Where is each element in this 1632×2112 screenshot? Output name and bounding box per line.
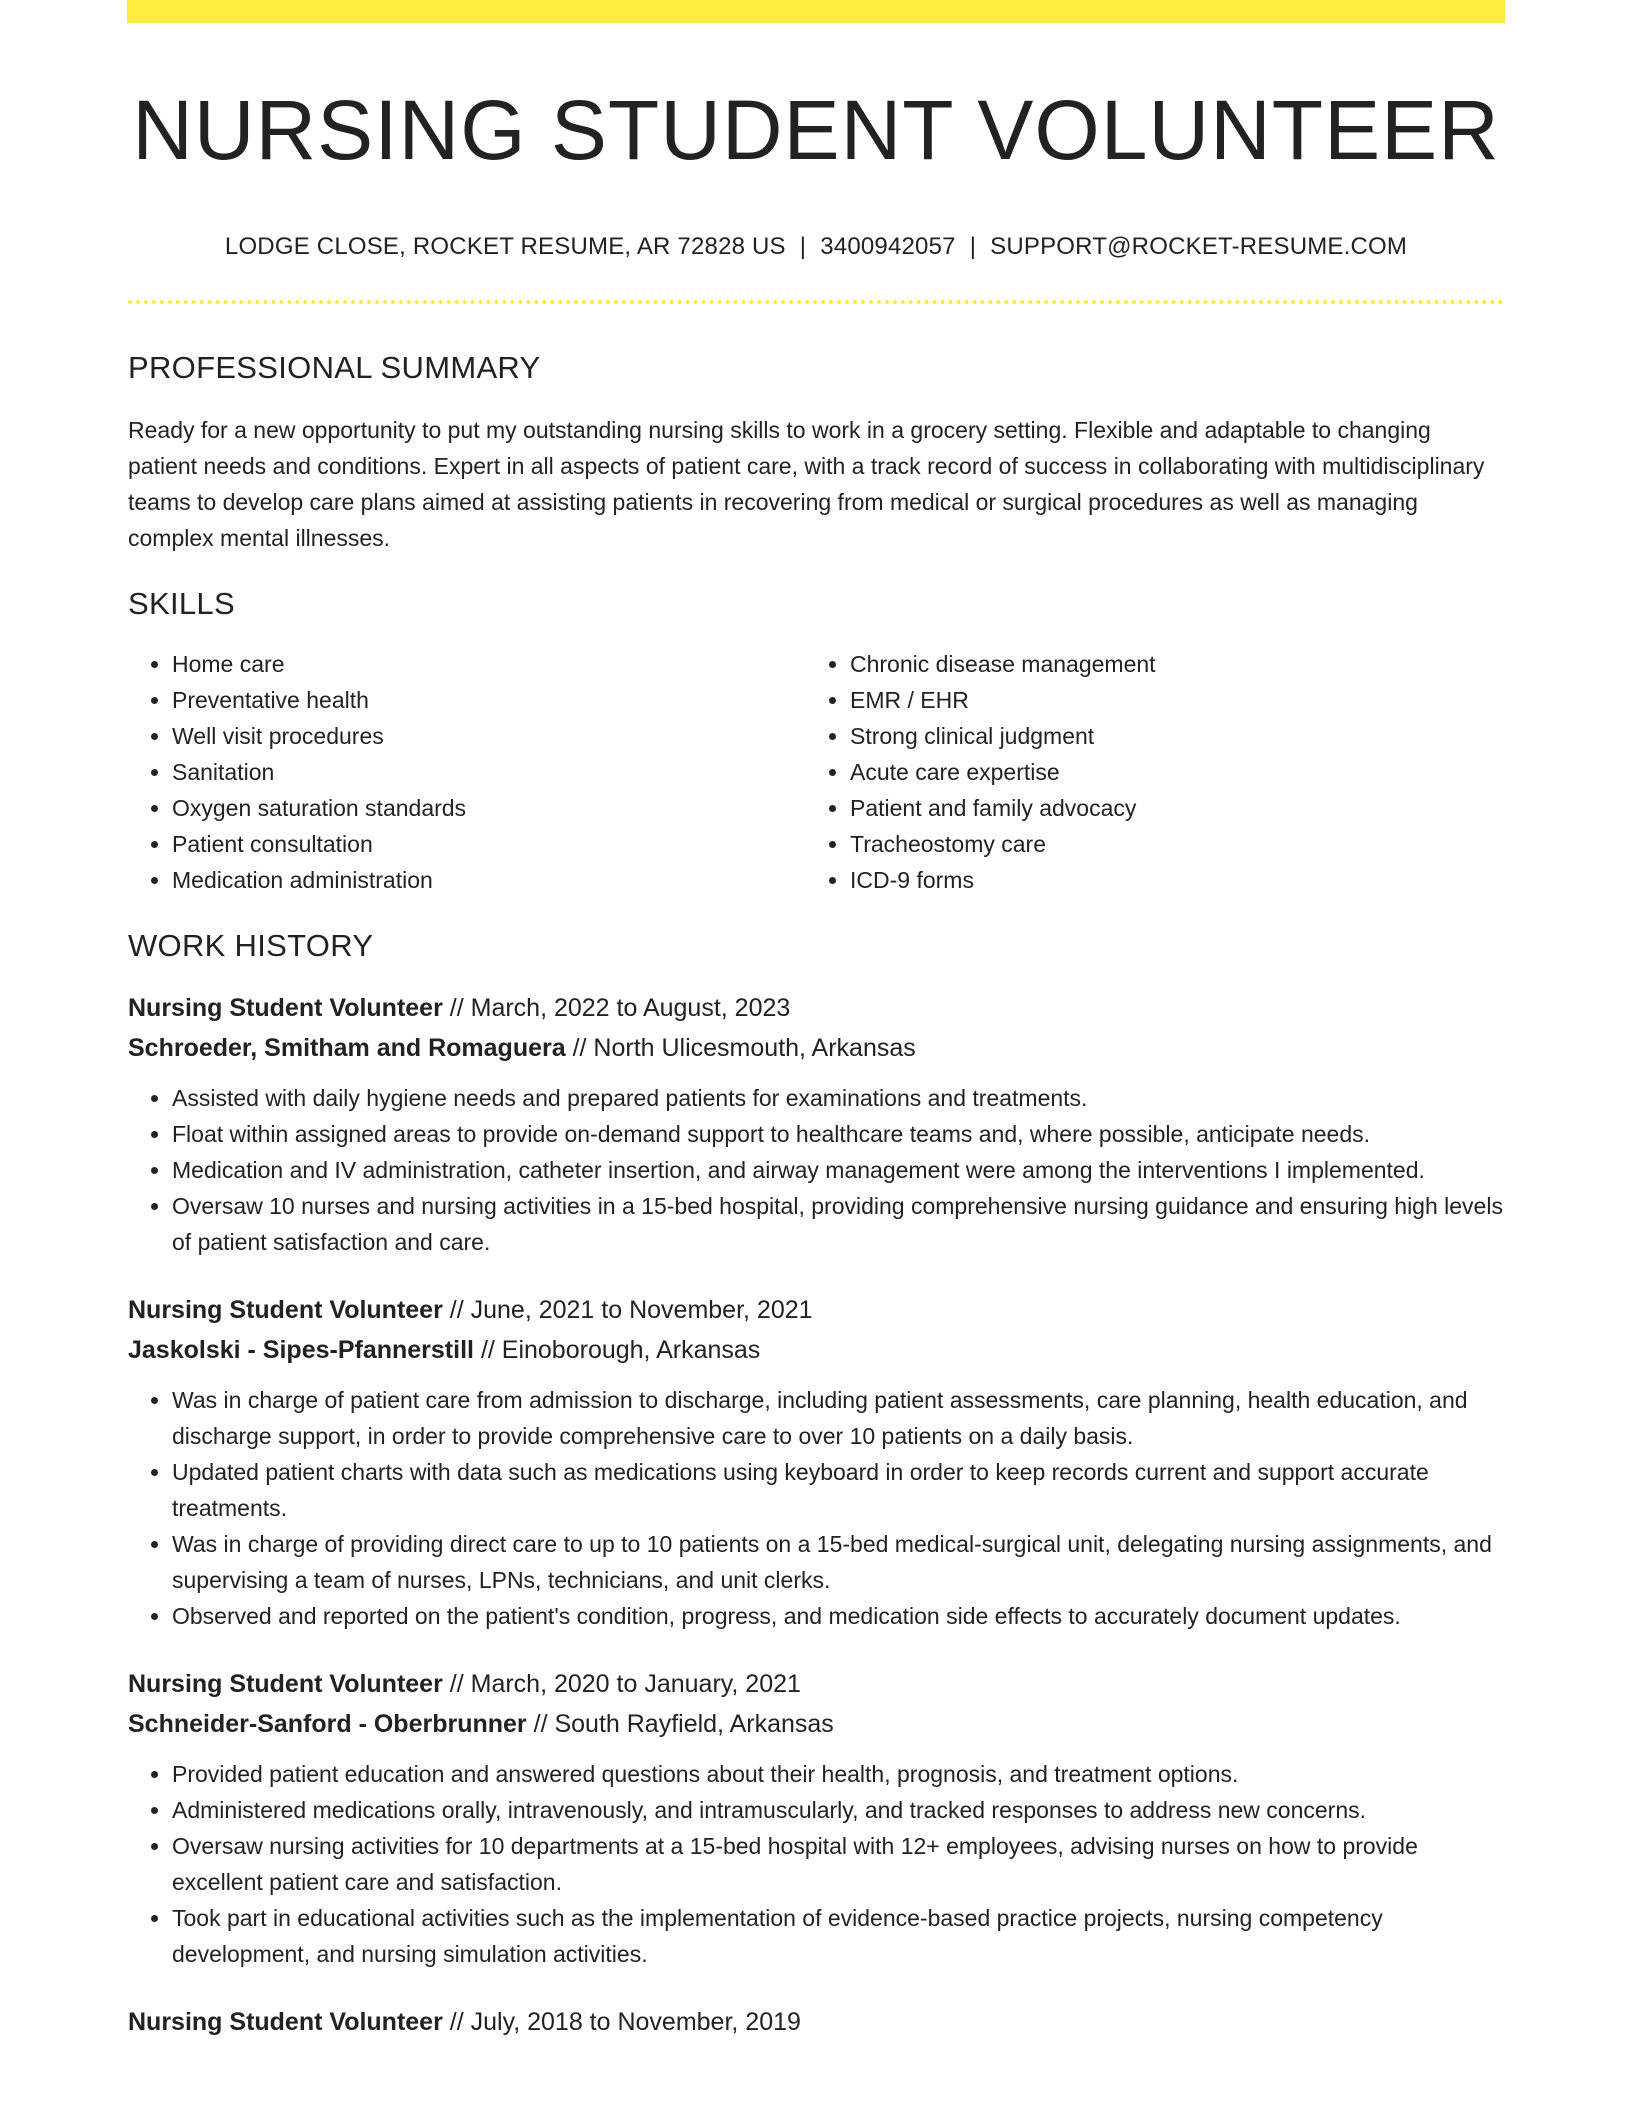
skill-item: • EMR / EHR [850, 682, 1484, 718]
job-company-line [128, 1704, 1504, 1744]
skill-item: • ICD-9 forms [850, 862, 1484, 898]
job-company-line [128, 1330, 1504, 1370]
job-role: Nursing Student Volunteer [128, 1296, 443, 1324]
skills-columns [128, 646, 1504, 898]
job-entry [128, 988, 1504, 1260]
job-bullet: • Was in charge of patient care from admission to discharge, including patient assessments, care planning, health education, and discharge support, in order to provide comprehensive care to over 10 patients on a daily basis. [172, 1382, 1504, 1454]
job-title-line [128, 988, 1504, 1028]
skill-item: • Oxygen saturation standards [172, 790, 806, 826]
job-role: Nursing Student Volunteer [128, 994, 443, 1022]
job-company-line [128, 1028, 1504, 1068]
job-bullet: • Was in charge of providing direct care to up to 10 patients on a 15-bed medical-surgical unit, delegating nursing assignments, and supervising a team of nurses, LPNs, technicians, and unit clerks. [172, 1526, 1504, 1598]
job-bullet: • Administered medications orally, intravenously, and intramuscularly, and tracked responses to address new concerns. [172, 1792, 1504, 1828]
skill-item: • Sanitation [172, 754, 806, 790]
job-bullet: • Oversaw 10 nurses and nursing activities in a 15-bed hospital, providing comprehensive nursing guidance and ensuring high levels of patient satisfaction and care. [172, 1188, 1504, 1260]
phone: 3400942057 [820, 233, 956, 260]
job-bullet: • Oversaw nursing activities for 10 departments at a 15-bed hospital with 12+ employees, advising nurses on how to provide excellent patient care and satisfaction. [172, 1828, 1504, 1900]
job-company: Jaskolski - Sipes-Pfannerstill [128, 1336, 474, 1364]
job-dates: // June, 2021 to November, 2021 [449, 1296, 813, 1324]
job-bullets [128, 1756, 1504, 1972]
job-dates: // March, 2022 to August, 2023 [449, 994, 791, 1022]
skill-item: • Chronic disease management [850, 646, 1484, 682]
job-entry [128, 2002, 1504, 2042]
job-role: Nursing Student Volunteer [128, 1670, 443, 1698]
work-history-heading: WORK HISTORY [128, 928, 374, 963]
job-location: // Einoborough, Arkansas [480, 1336, 761, 1364]
summary-heading: PROFESSIONAL SUMMARY [128, 350, 541, 385]
job-dates: // July, 2018 to November, 2019 [449, 2008, 801, 2036]
job-role: Nursing Student Volunteer [128, 2008, 443, 2036]
skills-list-right [806, 646, 1484, 898]
job-bullet: • Medication and IV administration, catheter insertion, and airway management were among the interventions I implemented. [172, 1152, 1504, 1188]
job-company: Schneider-Sanford - Oberbrunner [128, 1710, 527, 1738]
skill-item: • Well visit procedures [172, 718, 806, 754]
job-dates: // March, 2020 to January, 2021 [449, 1670, 801, 1698]
contact-separator: | [969, 233, 977, 260]
job-bullet: • Float within assigned areas to provide on-demand support to healthcare teams and, where possible, anticipate needs. [172, 1116, 1504, 1152]
job-entry [128, 1290, 1504, 1634]
skill-item: • Patient consultation [172, 826, 806, 862]
email: SUPPORT@ROCKET-RESUME.COM [990, 233, 1408, 260]
job-location: // North Ulicesmouth, Arkansas [572, 1034, 916, 1062]
job-location: // South Rayfield, Arkansas [533, 1710, 834, 1738]
job-title-line [128, 1664, 1504, 1704]
job-company: Schroeder, Smitham and Romaguera [128, 1034, 566, 1062]
job-bullets [128, 1080, 1504, 1260]
job-entry [128, 1664, 1504, 1972]
contact-separator: | [799, 233, 807, 260]
job-bullet: • Updated patient charts with data such as medications using keyboard in order to keep records current and support accurate treatments. [172, 1454, 1504, 1526]
skills-heading: SKILLS [128, 586, 235, 621]
skill-item: • Medication administration [172, 862, 806, 898]
skill-item: • Home care [172, 646, 806, 682]
address: LODGE CLOSE, ROCKET RESUME, AR 72828 US [224, 233, 786, 260]
skill-item: • Patient and family advocacy [850, 790, 1484, 826]
skill-item: • Preventative health [172, 682, 806, 718]
resume-content [128, 0, 1504, 2042]
job-bullet: • Assisted with daily hygiene needs and prepared patients for examinations and treatments. [172, 1080, 1504, 1116]
job-bullets [128, 1382, 1504, 1634]
candidate-name: NURSING STUDENT VOLUNTEER [132, 83, 1500, 177]
dotted-divider [128, 300, 1504, 304]
skill-item: • Acute care expertise [850, 754, 1484, 790]
skill-item: • Strong clinical judgment [850, 718, 1484, 754]
job-bullet: • Observed and reported on the patient's condition, progress, and medication side effects to accurately document updates. [172, 1598, 1504, 1634]
skills-list-left [128, 646, 806, 898]
job-title-line [128, 1290, 1504, 1330]
job-title-line [128, 2002, 1504, 2042]
skill-item: • Tracheostomy care [850, 826, 1484, 862]
job-bullet: • Took part in educational activities such as the implementation of evidence-based practice projects, nursing competency development, and nursing simulation activities. [172, 1900, 1504, 1972]
summary-text: Ready for a new opportunity to put my outstanding nursing skills to work in a grocery setting. Flexible and adaptable to changing patient needs and conditions. Expert in all aspects of patient care, with a track record of success in collaborating with multidisciplinary teams to develop care plans aimed at assisting patients in recovering from medical or surgical procedures as well as managing complex mental illnesses. [128, 417, 1485, 551]
contact-line [128, 232, 1504, 262]
job-bullet: • Provided patient education and answered questions about their health, prognosis, and treatment options. [172, 1756, 1504, 1792]
